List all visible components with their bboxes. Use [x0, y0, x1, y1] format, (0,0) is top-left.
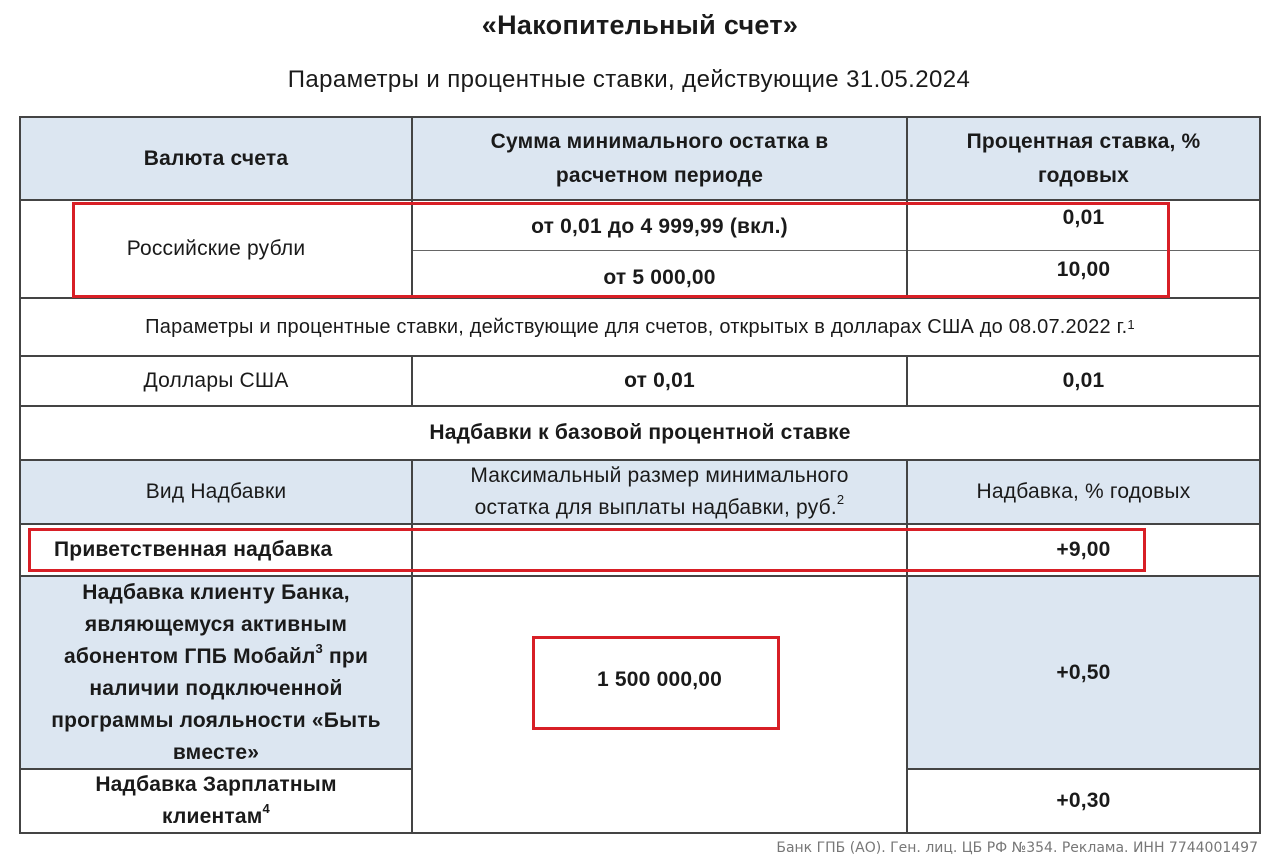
table-line [19, 523, 1261, 525]
rub-rate-1: 0,01 [1062, 206, 1105, 229]
max-balance-value: 1 500 000,00 [596, 668, 723, 691]
highlight-welcome-bonus [28, 528, 1146, 572]
footer-disclaimer: Банк ГПБ (АО). Ген. лиц. ЦБ РФ №354. Реклама. ИНН 7744001497 [776, 840, 1258, 856]
salary-bonus-rate: +0,30 [1056, 789, 1111, 812]
table-line [19, 459, 1261, 461]
table-border-top [19, 116, 1261, 118]
usd-rate: 0,01 [1062, 369, 1105, 392]
welcome-bonus-rate: +9,00 [1056, 538, 1111, 561]
active-bonus-rate: +0,50 [907, 576, 1260, 769]
table-line [19, 768, 412, 770]
table-line [19, 355, 1261, 357]
active-bonus-name [20, 576, 412, 769]
highlight-max-balance [532, 636, 780, 730]
footnote-4: 4 [262, 801, 270, 816]
salary-bonus-name [20, 769, 412, 833]
bonus-header-type: Вид Надбавки [20, 460, 412, 524]
footnote-2: 2 [836, 492, 845, 507]
usd-amount: от 0,01 [624, 369, 695, 392]
table-line [907, 768, 1261, 770]
active-bonus-name-part2: при наличии подключенной программы лояльности «Быть вместе» [51, 644, 381, 764]
highlight-rub-rates [72, 202, 1170, 298]
salary-bonus-name-text: Надбавка Зарплатным клиентам [95, 773, 337, 828]
table-border-left [19, 116, 21, 834]
header-min-balance: Сумма минимального остатка в расчетном периоде [412, 117, 907, 200]
usd-note-text: Параметры и процентные ставки, действующие для счетов, открытых в долларах США до 08.07.2022 г. [145, 316, 1128, 338]
rub-rate-2: 10,00 [1056, 258, 1111, 281]
bonus-header-max-balance-text: Максимальный размер минимального остатка для выплаты надбавки, руб. [470, 464, 849, 519]
table-border-right [1259, 116, 1261, 834]
table-col-divider [906, 459, 908, 834]
active-bonus-name-part1: Надбавка клиенту Банка, являющемуся активным абонентом ГПБ Мобайл [63, 580, 350, 668]
bonus-header-rate: Надбавка, % годовых [907, 460, 1260, 524]
table-col-divider [411, 355, 413, 407]
usd-currency: Доллары США [143, 369, 289, 392]
table-col-divider [411, 459, 413, 834]
welcome-bonus-name: Приветственная надбавка [54, 538, 333, 561]
header-rate: Процентная ставка, % годовых [907, 117, 1260, 200]
table-line [19, 405, 1261, 407]
usd-note: Параметры и процентные ставки, действующие для счетов, открытых в долларах США до 08.07.2022 г. $^1$ [20, 298, 1260, 356]
table-border-bottom [19, 832, 1261, 834]
bonus-section-title: Надбавки к базовой процентной ставке [429, 421, 851, 444]
footnote-3: 3 [315, 640, 323, 656]
rub-currency: Российские рубли [126, 237, 306, 260]
bonus-header-max-balance [412, 460, 907, 524]
table-line [19, 199, 1261, 201]
rub-amount-1: от 0,01 до 4 999,99 (вкл.) [531, 215, 788, 238]
page-title: «Накопительный счет» [481, 10, 799, 40]
rub-amount-2: от 5 000,00 [603, 266, 716, 289]
header-currency: Валюта счета [20, 117, 412, 200]
table-col-divider [906, 355, 908, 407]
table-line [19, 575, 1261, 577]
page-subtitle: Параметры и процентные ставки, действующие 31.05.2024 [287, 66, 971, 93]
